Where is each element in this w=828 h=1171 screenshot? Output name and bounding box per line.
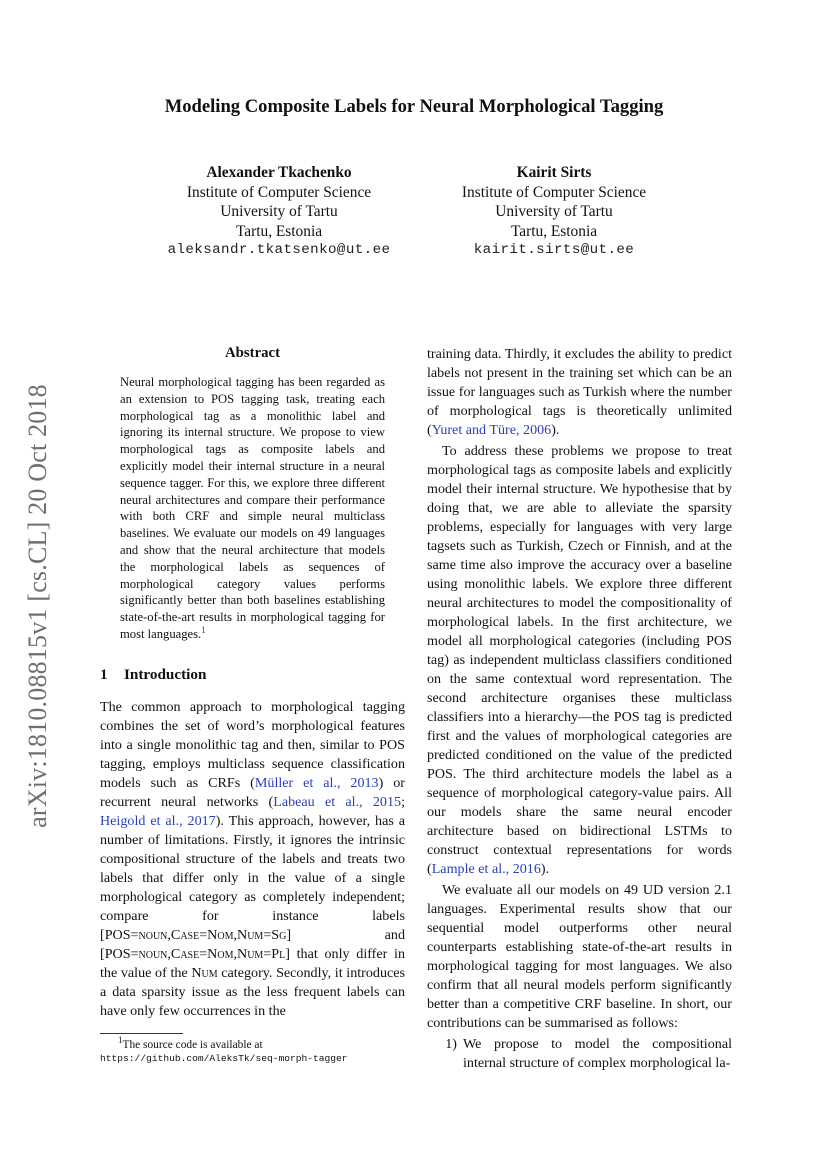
text-run: ).: [551, 422, 560, 438]
small-caps-run: ase: [180, 926, 200, 943]
list-item-text: We propose to model the compositional internal structure of complex morphological la-: [463, 1036, 732, 1071]
author-university: University of Tartu: [220, 203, 338, 220]
citation-link[interactable]: Labeau et al., 2015: [273, 793, 402, 810]
small-caps-run: g: [279, 926, 287, 943]
left-column: [100, 340, 405, 1021]
author-block-2: [414, 163, 694, 261]
arxiv-identifier-text: arXiv:1810.08815v1 [cs.CL] 20 Oct 2018: [23, 384, 53, 828]
text-run: ,C: [167, 945, 181, 962]
author-institute: Institute of Computer Science: [461, 183, 647, 201]
section-heading-introduction: [100, 665, 405, 684]
text-run: training data. Thirdly, it excludes the ability to predict labels not present in the training set which can be an issue for languages such as Turkish where the number of morphological tags is theoretically unlimited (: [427, 346, 732, 438]
small-caps-run: l: [279, 945, 286, 962]
text-run: ,N: [233, 926, 248, 943]
intro-paragraph-1: [100, 698, 405, 1021]
author-university: University of Tartu: [495, 203, 613, 220]
footnote: [100, 1035, 420, 1066]
author-email[interactable]: aleksandr.tkatsenko@ut.ee: [167, 242, 391, 258]
small-caps-run: um: [247, 926, 264, 943]
text-run: ,C: [167, 926, 181, 943]
text-run: =P: [263, 945, 280, 962]
footnote-divider: [100, 1033, 183, 1034]
author-name: Alexander Tkachenko: [206, 164, 352, 181]
text-run: ,N: [233, 945, 248, 962]
small-caps-run: um: [247, 945, 264, 962]
author-block-1: [139, 163, 419, 261]
text-run: =S: [263, 926, 280, 943]
text-run: ). This approach, however, has a number of limitations. Firstly, it ignores the intrinsic compositional structure of the labels and treats two labels that differ only in the value of a single morphological category as completely independent; compare for instance labels [POS=: [100, 812, 405, 943]
small-caps-run: om: [217, 926, 234, 943]
citation-link[interactable]: Yuret and Türe, 2006: [431, 422, 552, 438]
paper-title: Modeling Composite Labels for Neural Morphological Tagging: [164, 96, 664, 117]
text-run: ] and [POS=: [100, 926, 405, 962]
author-location: Tartu, Estonia: [235, 222, 323, 240]
abstract-text: Neural morphological tagging has been regarded as an extension to POS tagging task, treating each morphological tag as a monolithic label and ignoring its internal structure. We propose to view morphological tags as composite labels and explicitly model their internal structure in a neural sequence tagger. For this, we explore three different neural architectures and compare their performance with both CRF and simple neural multiclass baselines. We evaluate our models on 49 languages and show that the neural architecture that models the morphological labels as sequences of morphological category values performs significantly better than both baselines establishing state-of-the-art results in morphological tagging for most languages.: [120, 375, 385, 641]
footnote-marker: 1: [118, 1035, 123, 1046]
right-column: [427, 345, 732, 1073]
small-caps-run: um: [201, 964, 218, 981]
small-caps-run: noun: [138, 945, 168, 962]
footnote-ref-1[interactable]: 1: [201, 624, 206, 635]
small-caps-run: om: [217, 945, 234, 962]
text-run: category. Secondly, it introduces a data sparsity issue as the less frequent labels can have only few occurrences in the: [100, 964, 405, 1019]
citation-link[interactable]: Müller et al., 2013: [254, 774, 379, 791]
text-run: ).: [540, 861, 550, 877]
text-run: =N: [199, 945, 218, 962]
author-name: Kairit Sirts: [516, 164, 592, 181]
contribution-list-item: [427, 1035, 732, 1073]
abstract-heading: Abstract: [224, 345, 281, 361]
text-run: ) or recurrent neural networks (: [100, 774, 405, 810]
author-email[interactable]: kairit.sirts@ut.ee: [473, 242, 635, 258]
list-marker: 1): [445, 1036, 457, 1052]
small-caps-run: ase: [180, 945, 200, 962]
small-caps-run: noun: [138, 926, 168, 943]
footnote-url-link[interactable]: https://github.com/AleksTk/seq-morph-tagger: [100, 1053, 348, 1064]
text-run: ] that only differ in the value of the N: [100, 945, 405, 981]
section-number: 1: [100, 665, 108, 683]
text-run: The common approach to morphological tagging combines the set of word’s morphological features into a single monolithic tag and then, similar to POS tagging, employs multiclass sequence classification models such as CRFs (: [100, 698, 405, 791]
intro-paragraph-continued: [427, 345, 732, 440]
footnote-text: The source code is available at: [122, 1039, 263, 1051]
author-institute: Institute of Computer Science: [186, 183, 372, 201]
author-location: Tartu, Estonia: [510, 222, 598, 240]
footnote-text-line: [100, 1035, 420, 1052]
section-title: Introduction: [124, 665, 207, 683]
abstract-body: [120, 374, 385, 643]
arxiv-identifier-stamp: [20, 365, 56, 847]
text-run: To address these problems we propose to treat morphological tags as composite labels and explicitly model their internal structure. We hypothesise that by doing that, we are able to alleviate the sparsity problems, especially for languages with very large tagsets such as Turkish, Czech or Finnish, and at the same time also improve the accuracy over a baseline using monolithic labels. We explore three different neural architectures to model the compositionality of morphological labels. In the first architecture, we model all morphological categories (including POS tag) as independent multiclass classifiers conditioned on the same contextual word representation. The second architecture organises these multiclass classifiers into a hierarchy—the POS tag is predicted first and the values of morphological categories are predicted conditioned on the value of the predicted POS. The third architecture models the label as a sequence of morphological category-value pairs. All our models share the same neural encoder architecture based on bidirectional LSTMs to construct contextual representations for words (: [427, 443, 732, 877]
citation-link[interactable]: Lample et al., 2016: [431, 861, 541, 877]
intro-paragraph-2: [427, 442, 732, 879]
intro-paragraph-3: We evaluate all our models on 49 UD version 2.1 languages. Experimental results show that our sequential model outperforms other neural counterparts establishing state-of-the-art results in morphological tagging for most languages. We also confirm that all neural models perform significantly better than a competitive CRF baseline. In short, our contributions can be summarised as follows:: [427, 882, 732, 1031]
citation-link[interactable]: Heigold et al., 2017: [100, 812, 216, 829]
text-run: =N: [199, 926, 218, 943]
text-run: ;: [401, 793, 405, 810]
